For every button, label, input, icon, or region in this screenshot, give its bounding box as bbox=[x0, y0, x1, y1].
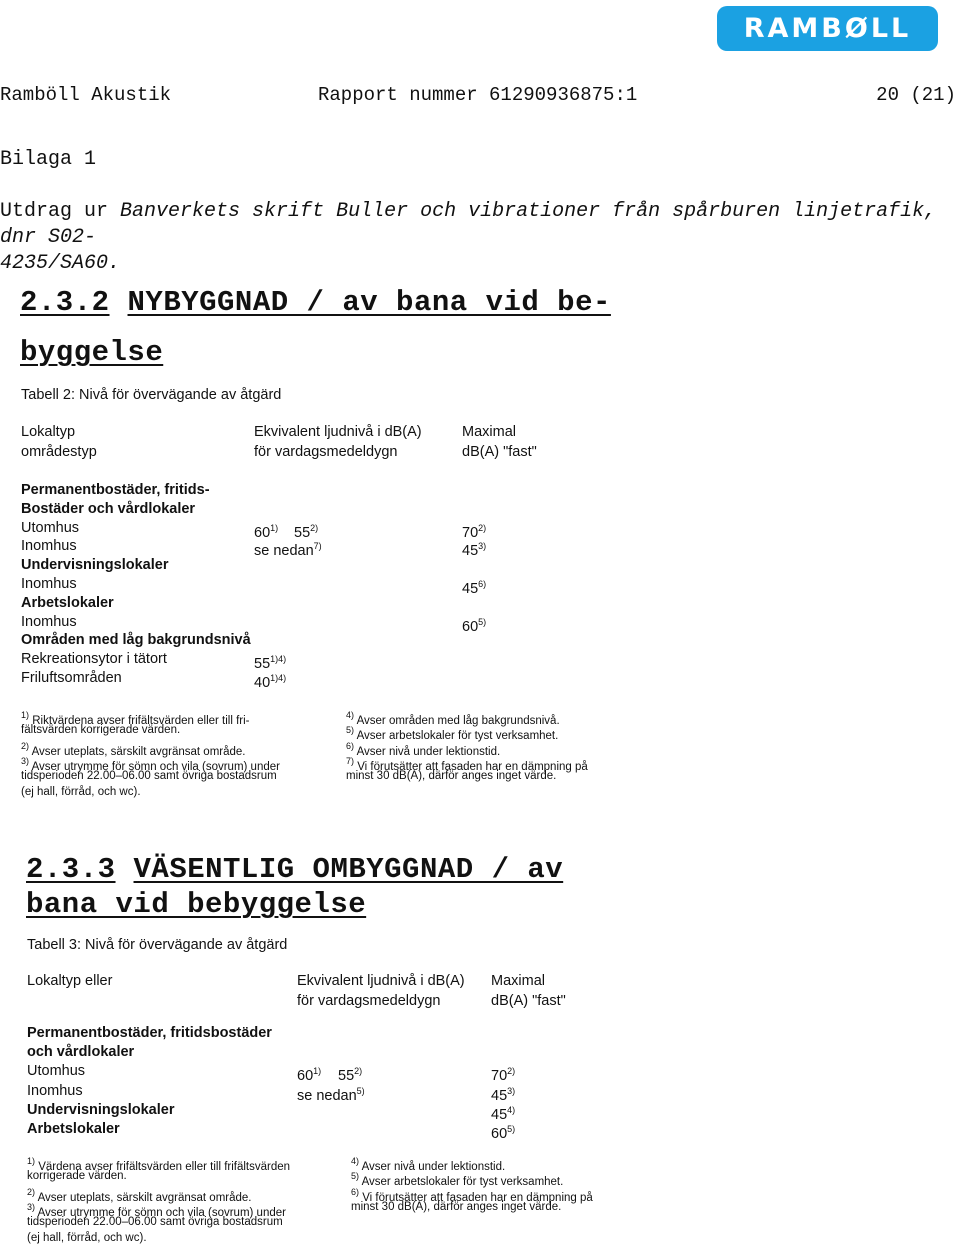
footnote bbox=[351, 1200, 561, 1215]
footnote-text: Avser arbetslokaler för tyst verksamhet. bbox=[354, 730, 559, 743]
maximal-level bbox=[462, 613, 486, 637]
maximal-level-footnote-ref: 3) bbox=[507, 1085, 516, 1096]
maximal-level bbox=[462, 575, 486, 599]
maximal-level-value: 45 bbox=[491, 1106, 508, 1123]
footnote-text: korrigerade värden. bbox=[27, 1170, 127, 1183]
equivalent-level-outdoor-footnote-ref: 2) bbox=[310, 522, 319, 533]
maximal-level-value: 45 bbox=[491, 1087, 508, 1104]
equivalent-level-footnote-ref: 7) bbox=[313, 541, 322, 552]
equivalent-level-value: 40 bbox=[254, 675, 271, 691]
col-header-maximal-level: Maximal bbox=[462, 424, 516, 440]
footnote-text: minst 30 dB(A), därför anges inget värde. bbox=[346, 770, 557, 783]
footnote-text: Värdena avser frifältsvärden eller till frifältsvärden bbox=[35, 1161, 291, 1173]
equivalent-level-footnote-ref: 5) bbox=[356, 1085, 365, 1096]
row-label: Undervisningslokaler bbox=[21, 557, 169, 574]
footnote-text: Avser utrymme för sömn och vila (sovrum) under bbox=[29, 760, 280, 773]
equivalent-level bbox=[254, 669, 286, 693]
footnote-text: (ej hall, förråd, och wc). bbox=[21, 785, 141, 798]
row-label: Permanentbostäder, fritidsbostäder bbox=[27, 1025, 272, 1041]
extract-title: Banverkets skrift Buller och vibrationer från spårburen linjetrafik, dnr S02- bbox=[0, 200, 937, 249]
section-heading-232 bbox=[20, 286, 611, 319]
section-title-line2: bana vid bebyggelse bbox=[26, 888, 367, 921]
footnote-number: 3) bbox=[21, 755, 30, 766]
maximal-level-footnote-ref: 2) bbox=[478, 522, 487, 533]
equivalent-level-outdoor-value: 55 bbox=[294, 524, 311, 541]
equivalent-level-value: se nedan bbox=[254, 543, 314, 560]
maximal-level-footnote-ref: 5) bbox=[478, 616, 487, 627]
footnote-number: 5) bbox=[346, 725, 355, 736]
section-heading-233-line2 bbox=[26, 888, 366, 921]
footnote-text: Vi förutsätter att fasaden har en dämpning på bbox=[354, 760, 588, 773]
equivalent-level-value: 60 bbox=[254, 524, 271, 541]
col-header-maximal-level: Maximal bbox=[491, 973, 545, 989]
extract-prefix: Utdrag ur bbox=[0, 200, 121, 223]
section-heading-233 bbox=[26, 853, 563, 886]
footnote bbox=[21, 785, 141, 800]
footnote-number: 1) bbox=[21, 710, 30, 720]
footnote-number: 7) bbox=[346, 755, 355, 766]
table-caption: Tabell 3: Nivå för övervägande av åtgärd bbox=[27, 937, 288, 953]
footnote-text: Avser utrymme för sömn och vila (sovrum) under bbox=[35, 1206, 286, 1219]
equivalent-level-footnote-ref: 1)4) bbox=[270, 654, 287, 665]
col-header-equivalent-level: för vardagsmedeldygn bbox=[254, 443, 398, 460]
row-label: Undervisningslokaler bbox=[27, 1101, 175, 1118]
col-header-area-type: Lokaltyp eller bbox=[27, 973, 113, 989]
header-report-number: Rapport nummer 61290936875:1 bbox=[318, 84, 638, 106]
row-label: Arbetslokaler bbox=[27, 1121, 120, 1137]
maximal-level-footnote-ref: 3) bbox=[478, 541, 487, 552]
equivalent-level bbox=[254, 537, 322, 561]
footnote bbox=[21, 769, 277, 784]
footnote-text: fältsvärden korrigerade värden. bbox=[21, 724, 181, 737]
row-label: Inomhus bbox=[21, 613, 77, 630]
maximal-level-value: 60 bbox=[462, 618, 479, 635]
section-heading-232-line2 bbox=[20, 336, 163, 369]
footnote-number: 3) bbox=[27, 1201, 36, 1212]
maximal-level bbox=[491, 1120, 515, 1144]
col-header-maximal-level: dB(A) "fast" bbox=[462, 443, 537, 460]
footnote-text: tidsperioden 22.00–06.00 samt övriga bostadsrum bbox=[27, 1216, 283, 1229]
equivalent-level-value: 60 bbox=[297, 1068, 314, 1085]
row-label: Friluftsområden bbox=[21, 670, 122, 686]
col-header-maximal-level: dB(A) "fast" bbox=[491, 992, 566, 1009]
footnote-text: Avser arbetslokaler för tyst verksamhet. bbox=[359, 1176, 564, 1189]
row-label: och vårdlokaler bbox=[27, 1044, 135, 1061]
footnote-number: 4) bbox=[351, 1156, 360, 1166]
extract-title-cont: 4235/SA60. bbox=[0, 252, 121, 275]
footnote bbox=[21, 723, 180, 738]
maximal-level-value: 70 bbox=[491, 1068, 508, 1085]
footnote-text: Vi förutsätter att fasaden har en dämpning på bbox=[359, 1191, 593, 1204]
footnote-number: 6) bbox=[346, 740, 355, 751]
maximal-level-footnote-ref: 2) bbox=[507, 1066, 516, 1077]
footnote-number: 5) bbox=[351, 1171, 360, 1182]
section-title-line1: NYBYGGNAD / av bana vid be- bbox=[127, 286, 611, 319]
equivalent-level-value: se nedan bbox=[297, 1087, 357, 1104]
footnote bbox=[346, 769, 556, 784]
row-label: Rekreationsytor i tätort bbox=[21, 651, 167, 668]
footnote-text: Avser nivå under lektionstid. bbox=[354, 745, 501, 758]
row-label: Utomhus bbox=[21, 519, 80, 536]
row-label: Utomhus bbox=[27, 1063, 86, 1080]
equivalent-level-footnote-ref: 1)4) bbox=[270, 673, 287, 683]
row-label: Bostäder och vårdlokaler bbox=[21, 500, 196, 517]
footnote bbox=[27, 1169, 127, 1184]
section-number: 2.3.2 bbox=[20, 286, 110, 319]
footnote-text: minst 30 dB(A), därför anges inget värde. bbox=[351, 1200, 562, 1213]
row-label: Inomhus bbox=[21, 538, 77, 555]
footnote-text: (ej hall, förråd, och wc). bbox=[27, 1231, 147, 1244]
footnote-number: 6) bbox=[351, 1186, 360, 1197]
maximal-level-value: 45 bbox=[462, 543, 479, 560]
row-label: Permanentbostäder, fritids- bbox=[21, 482, 210, 498]
maximal-level-value: 45 bbox=[462, 581, 479, 597]
footnote bbox=[27, 1215, 283, 1230]
appendix-title: Bilaga 1 bbox=[0, 148, 97, 171]
footnote-text: Avser uteplats, särskilt avgränsat område. bbox=[35, 1191, 252, 1204]
equivalent-level-value: 55 bbox=[254, 656, 271, 673]
row-label: Arbetslokaler bbox=[21, 594, 114, 611]
row-label: Områden med låg bakgrundsnivå bbox=[21, 632, 251, 649]
footnote-text: Riktvärdena avser frifältsvärden eller till fri- bbox=[29, 715, 250, 727]
maximal-level-value: 60 bbox=[491, 1126, 508, 1142]
equivalent-level-outdoor-footnote-ref: 2) bbox=[354, 1066, 363, 1077]
equivalent-level-footnote-ref: 1) bbox=[270, 522, 279, 533]
footnote-number: 2) bbox=[27, 1186, 36, 1197]
footnote-text: Avser nivå under lektionstid. bbox=[359, 1161, 506, 1173]
col-header-equivalent-level: Ekvivalent ljudnivå i dB(A) bbox=[254, 424, 422, 440]
footnote-text: tidsperioden 22.00–06.00 samt övriga bostadsrum bbox=[21, 770, 277, 783]
maximal-level-value: 70 bbox=[462, 524, 479, 541]
maximal-level-footnote-ref: 5) bbox=[507, 1124, 516, 1134]
footnote-number: 4) bbox=[346, 710, 355, 720]
footnote-text: Avser uteplats, särskilt avgränsat område. bbox=[29, 745, 246, 758]
ramboll-logo: RAMBØLL bbox=[717, 6, 938, 51]
equivalent-level-outdoor-value: 55 bbox=[338, 1068, 355, 1085]
section-title-line2: byggelse bbox=[20, 336, 164, 369]
section-title-line1: VÄSENTLIG OMBYGGNAD / av bbox=[133, 853, 564, 886]
equivalent-level-footnote-ref: 1) bbox=[313, 1066, 322, 1077]
maximal-level-footnote-ref: 4) bbox=[507, 1104, 516, 1115]
footnote-number: 1) bbox=[27, 1156, 36, 1166]
footnote-text: Avser områden med låg bakgrundsnivå. bbox=[354, 715, 560, 727]
col-header-equivalent-level: Ekvivalent ljudnivå i dB(A) bbox=[297, 973, 465, 989]
table-caption: Tabell 2: Nivå för övervägande av åtgärd bbox=[21, 387, 282, 403]
maximal-level-footnote-ref: 6) bbox=[478, 579, 487, 589]
col-header-area-type: Lokaltyp bbox=[21, 424, 76, 440]
maximal-level bbox=[462, 537, 486, 561]
equivalent-level bbox=[297, 1082, 365, 1106]
row-label: Inomhus bbox=[27, 1082, 83, 1099]
extract-intro bbox=[0, 199, 950, 277]
col-header-area-type: områdestyp bbox=[21, 443, 97, 460]
header-company: Ramböll Akustik bbox=[0, 84, 172, 106]
col-header-equivalent-level: för vardagsmedeldygn bbox=[297, 992, 441, 1009]
section-number: 2.3.3 bbox=[26, 853, 116, 886]
footnote bbox=[27, 1231, 147, 1246]
footnote-number: 2) bbox=[21, 740, 30, 751]
row-label: Inomhus bbox=[21, 576, 77, 592]
header-page-number: 20 (21) bbox=[876, 84, 956, 106]
